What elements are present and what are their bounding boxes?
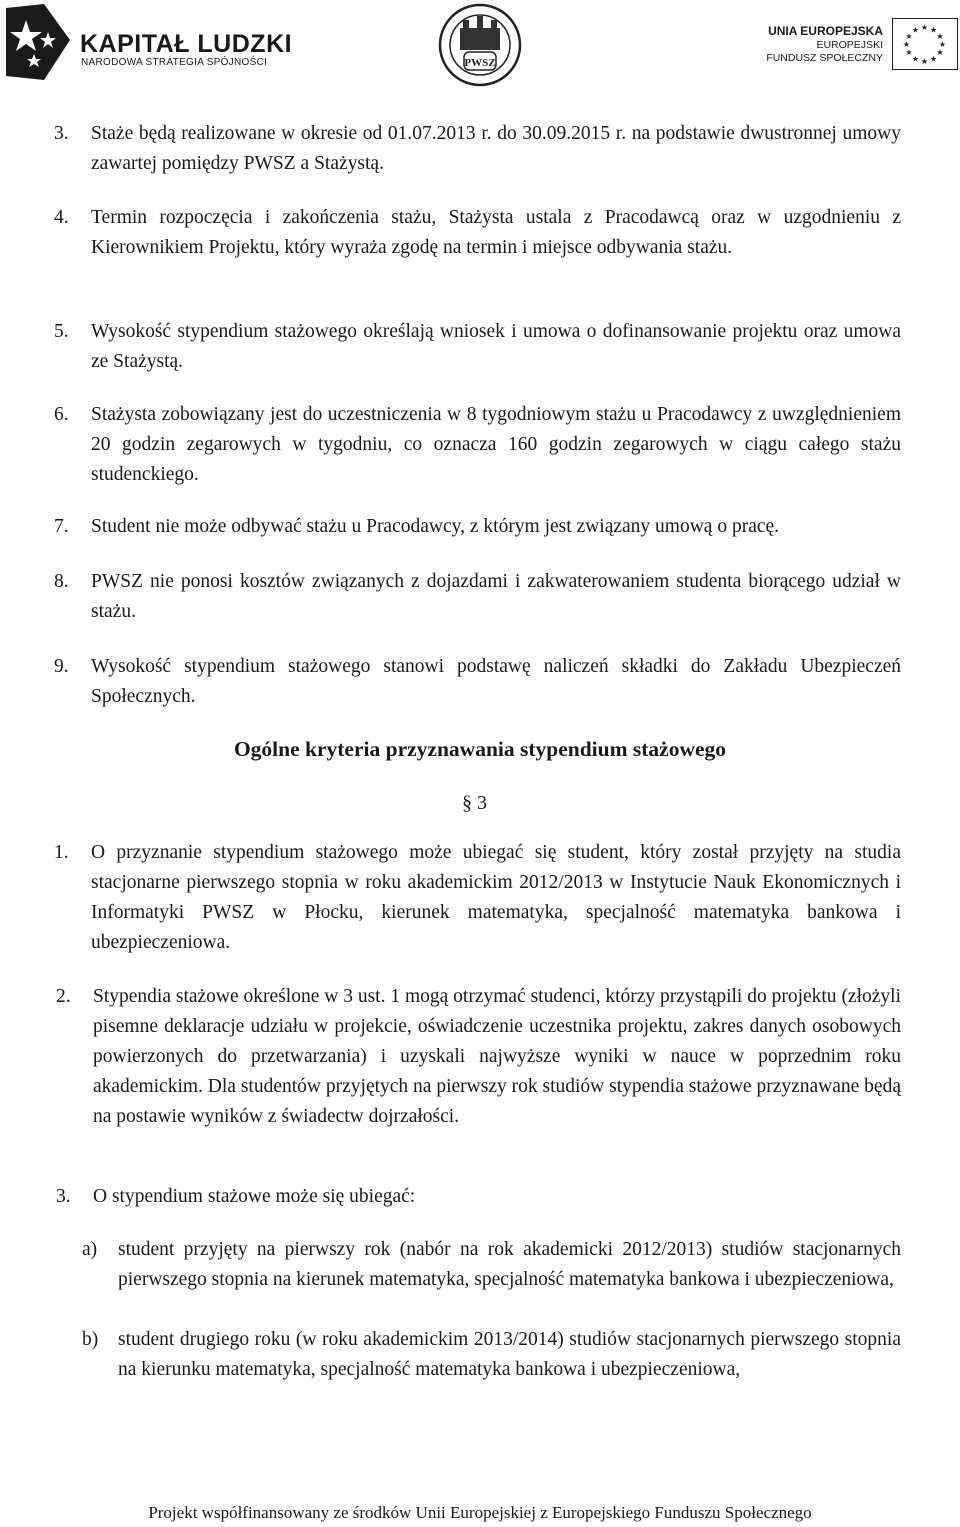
- page-header: [0, 0, 960, 100]
- svg-text:PWSZ: PWSZ: [464, 57, 496, 69]
- svg-text:★: ★: [936, 48, 944, 57]
- list-item-number: 7.: [54, 516, 69, 537]
- list-item-number: 1.: [54, 842, 69, 863]
- list-item: [56, 982, 901, 1132]
- eu-logo: [760, 18, 958, 78]
- list-item: [54, 203, 901, 263]
- svg-text:★: ★: [929, 54, 938, 64]
- sub-list-item-text: student drugiego roku (w roku akademickim 2013/2014) studiów stacjonarnych pierwszego stopnia na kierunku matematyka, specjalność matematyka bankowa i ubezpieczeniowa,: [118, 1329, 901, 1380]
- svg-text:★: ★: [905, 32, 913, 41]
- kapital-ludzki-star-icon: [4, 2, 74, 82]
- list-item-number: 2.: [56, 986, 71, 1007]
- list-item-number: 6.: [54, 404, 69, 425]
- section-heading: Ogólne kryteria przyznawania stypendium stażowego: [233, 737, 727, 761]
- svg-text:★: ★: [920, 57, 929, 66]
- logo-subtitle: NARODOWA STRATEGIA SPÓJNOŚCI: [81, 57, 268, 68]
- eu-logo-line2: EUROPEJSKI: [816, 39, 883, 51]
- svg-text:★: ★: [905, 48, 913, 57]
- section-mark: § 3: [462, 792, 487, 814]
- svg-text:★: ★: [920, 23, 929, 32]
- eu-logo-line1: UNIA EUROPEJSKA: [768, 24, 883, 38]
- list-item: [54, 838, 901, 958]
- svg-text:★: ★: [938, 40, 947, 49]
- pwsz-emblem-icon: [438, 2, 522, 88]
- list-item-text: O przyznanie stypendium stażowego może ubiegać się student, który został przyjęty na studia stacjonarne pierwszego stopnia w roku akademickim 2012/2013 w Instytucie Nauk Ekonomicznych i Informatyki PWSZ w Płocku, kierunek matematyka, specjalność matematyka bankowa i ubezpieczeniowa.: [91, 842, 901, 953]
- list-item: [54, 119, 901, 179]
- list-item: [54, 317, 901, 377]
- list-item-number: 3.: [56, 1186, 71, 1207]
- logo-title: KAPITAŁ LUDZKI: [80, 30, 293, 58]
- list-item-text: Wysokość stypendium stażowego stanowi podstawę naliczeń składki do Zakładu Ubezpieczeń Społecznych.: [91, 656, 901, 707]
- list-item: [54, 512, 921, 542]
- sub-list-item-text: student przyjęty na pierwszy rok (nabór na rok akademicki 2012/2013) studiów stacjonarnych pierwszego stopnia na kierunek matematyka, specjalność matematyka bankowa i ubezpieczeniowa,: [118, 1239, 901, 1290]
- kapital-ludzki-logo: [4, 2, 293, 82]
- pwsz-logo: [438, 2, 522, 88]
- svg-text:★: ★: [911, 54, 920, 64]
- list-item: [54, 400, 901, 490]
- list-item-text: Termin rozpoczęcia i zakończenia stażu, Stażysta ustala z Pracodawcą oraz w uzgodnieniu z Kierownikiem Projektu, który wyraża zgodę na termin i miejsce odbywania stażu.: [91, 207, 901, 258]
- list-item-text: Wysokość stypendium stażowego określają wniosek i umowa o dofinansowanie projektu oraz umowa ze Stażystą.: [91, 321, 901, 372]
- list-item-text: O stypendium stażowe może się ubiegać:: [93, 1186, 416, 1207]
- sub-list-item: [82, 1325, 901, 1385]
- list-item-text: Staże będą realizowane w okresie od 01.07.2013 r. do 30.09.2015 r. na podstawie dwustronnej umowy zawartej pomiędzy PWSZ a Stażystą.: [91, 123, 901, 174]
- eu-logo-line3: FUNDUSZ SPOŁECZNY: [766, 52, 883, 64]
- list-item-text: Stypendia stażowe określone w 3 ust. 1 mogą otrzymać studenci, którzy przystąpili do projektu (złożyli pisemne deklaracje udziału w projekcie, oświadczenie uczestnika projektu, zakres danych osobowych powierzonych do przetwarzania) i uzyskali najwyższe wyniki w nauce w poprzednim roku akademickim. Dla studentów przyjętych na pierwszy rok studiów stypendia stażowe przyznawane będą na postawie wyników z świadectw dojrzałości.: [93, 986, 901, 1127]
- svg-text:★: ★: [929, 25, 938, 35]
- list-item-text: PWSZ nie ponosi kosztów związanych z dojazdami i zakwaterowaniem studenta biorącego udział w stażu.: [91, 571, 901, 622]
- list-item: [54, 652, 901, 712]
- list-item: [54, 567, 901, 627]
- list-item: [56, 1182, 901, 1212]
- list-item-number: 9.: [54, 656, 69, 677]
- list-item-number: 4.: [54, 207, 69, 228]
- list-item-number: 5.: [54, 321, 69, 342]
- list-item-number: 8.: [54, 571, 69, 592]
- page-footer: Projekt współfinansowany ze środków Unii Europejskiej z Europejskiego Funduszu Społecznego: [148, 1503, 812, 1522]
- list-item-text: Stażysta zobowiązany jest do uczestniczenia w 8 tygodniowym stażu u Pracodawcy z uwzględnieniem 20 godzin zegarowych w tygodniu, co oznacza 160 godzin zegarowych w ciągu całego stażu studenckiego.: [91, 404, 901, 485]
- eu-flag-icon: [892, 18, 958, 70]
- list-item-text: Student nie może odbywać stażu u Pracodawcy, z którym jest związany umową o pracę.: [91, 516, 780, 537]
- sub-list-item-letter: b): [82, 1329, 99, 1350]
- list-item-number: 3.: [54, 123, 69, 144]
- svg-text:★: ★: [902, 40, 911, 49]
- sub-list-item: [82, 1235, 901, 1295]
- svg-text:★: ★: [936, 32, 944, 41]
- svg-text:★: ★: [911, 25, 920, 35]
- sub-list-item-letter: a): [82, 1239, 98, 1260]
